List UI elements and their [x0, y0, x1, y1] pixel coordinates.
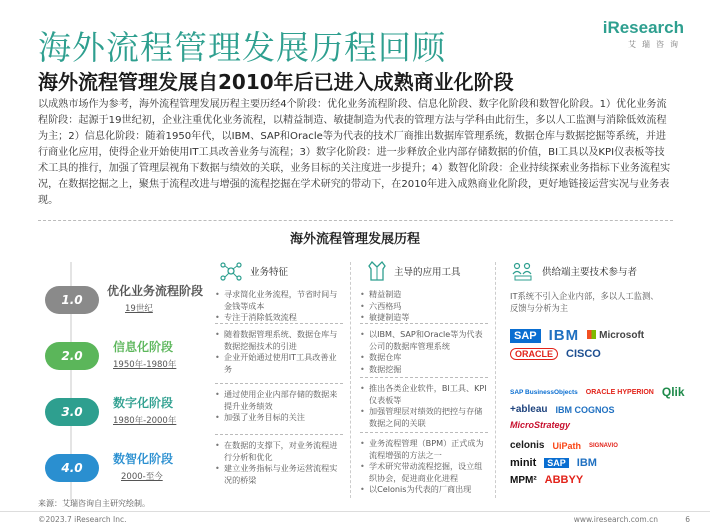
vendors-header-label: 供给端主要技术参与者	[542, 267, 638, 278]
list-item: • 以IBM、SAP和Oracle等为代表公司的数据库管理系统	[360, 329, 488, 352]
list-item: • 业务流程管理（BPM）正式成为流程增强的方法之一	[360, 438, 488, 461]
brand-logo	[603, 18, 684, 50]
stage-period: 19世纪	[125, 304, 153, 314]
cisco-logo: CISCO	[566, 348, 601, 360]
tools-2	[360, 323, 488, 375]
list-item: • 随着数据管理系统、数据仓库与数据挖掘技术的引进	[215, 329, 343, 352]
celonis-logo: celonis	[510, 440, 545, 451]
list-item: • 专注于消除低效流程	[215, 312, 343, 324]
sap-logo: SAP	[544, 458, 569, 468]
tools-4	[360, 432, 488, 496]
stage-badge: 2.0	[45, 342, 99, 370]
brand-name: iResearch	[602, 18, 684, 37]
stage-badge: 1.0	[45, 286, 99, 314]
list-item: • 通过使用企业内部存储的数据来提升业务绩效	[215, 389, 343, 412]
list-item: • 以Celonis为代表的厂商出现	[360, 484, 488, 496]
list-item: • 在数据的支撑下，对业务流程进行分析和优化	[215, 440, 343, 463]
section-title: 海外流程管理发展历程	[289, 232, 420, 247]
vendor-logos-row	[510, 420, 570, 430]
stage-2	[45, 336, 195, 376]
tools-header	[368, 260, 461, 282]
vendor-logos-row	[510, 474, 583, 486]
intro-paragraph: 以成熟市场作为参考，海外流程管理发展历程主要历经4个阶段：优化业务流程阶段、信息化阶段、数字化阶段和数智化阶段。1）优化业务流程阶段：起源于19世纪初，企业注重优化业务流程，以精益制造、敏捷制造为代表的管理方法与学科由此衍生，多以人工监测与消除低效流程为主；2）信息化阶段：随着1950年代，以IBM、SAP和Oracle等为代表的技术厂商推出数据库管理系统，数据仓库与数据挖掘等系统，并进行商业化应用，使得企业开始使用IT工具改善业务与流程；3）数字化阶段：进一步释放企业内部存储数据的价值，BI工具以及KPI仪表板等技术工具的推行，加强了管理层视角下数据与绩效的关联，业务目标的关注度进一步提升；4）数智化阶段：企业持续探索业务指标下业务流程实况，在数据挖掘之上，聚焦于流程改进与增强的流程挖掘在学术研究的带动下，在2010年进入成熟商业化阶段，更好地链接运营实况与业务表现。	[38, 99, 671, 206]
stage-period: 2000-至今	[121, 472, 163, 482]
website-url: www.iresearch.com.cn	[573, 515, 658, 524]
stage-name: 数智化阶段	[113, 452, 174, 466]
list-item: • 企业开始通过使用IT工具改善业务	[215, 352, 343, 375]
ibm-logo: IBM	[548, 327, 580, 344]
signavio-logo: SIGNAVIO	[588, 442, 618, 449]
stage-3	[45, 392, 195, 432]
tools-3	[360, 377, 488, 429]
column-divider	[350, 262, 351, 498]
features-header	[220, 260, 288, 282]
list-item: • 加强管理层对绩效的把控与存储数据之间的关联	[360, 406, 488, 429]
mpm-logo: MPM²	[510, 474, 537, 486]
team-icon	[512, 261, 534, 281]
list-item: • 寻求简化业务流程，节省时间与金钱等成本	[215, 289, 343, 312]
microsoft-label: Microsoft	[599, 330, 645, 341]
stage-4	[45, 448, 195, 488]
list-item: • 数据挖掘	[360, 364, 488, 376]
column-divider	[495, 262, 496, 498]
list-item: • 六西格玛	[360, 301, 488, 313]
vendors-header	[512, 260, 637, 282]
list-item: • 加强了业务目标的关注	[215, 412, 343, 424]
divider	[38, 220, 673, 221]
tools-1	[360, 284, 488, 324]
source-note: 来源：艾瑞咨询自主研究绘制。	[38, 499, 150, 508]
vendor-logos-row	[510, 327, 644, 344]
vendor-logos-row	[510, 440, 618, 451]
features-2	[215, 323, 343, 375]
list-item: • 建立业务指标与业务运营流程实况的桥梁	[215, 463, 343, 486]
features-3	[215, 383, 343, 424]
ibm-logo: IBM	[576, 457, 597, 469]
vendor-logos-row	[510, 457, 597, 469]
stage-name: 信息化阶段	[113, 340, 174, 354]
footer-divider	[0, 511, 710, 512]
features-4	[215, 434, 343, 486]
network-icon	[220, 261, 242, 281]
microstrategy-logo: MicroStrategy	[510, 420, 571, 430]
tableau-logo: +ableau	[510, 404, 548, 415]
qlik-logo: Qlik	[661, 385, 685, 399]
list-item: • 推出各类企业软件，BI工具、KPI仪表板等	[360, 383, 488, 406]
features-header-label: 业务特征	[250, 267, 289, 278]
vest-icon	[368, 261, 386, 281]
list-item: • 学术研究带动流程挖掘，设立组织协会，促进商业化进程	[360, 461, 488, 484]
stage-name: 数字化阶段	[113, 396, 174, 410]
page-number: 6	[685, 515, 690, 524]
vendor-logos-row	[510, 385, 685, 399]
sap-businessobjects-logo: SAP BusinessObjects	[510, 388, 578, 396]
stage-period: 1950年-1980年	[113, 360, 177, 370]
stage-period: 1980年-2000年	[113, 416, 177, 426]
ibm-cognos-logo: IBM COGNOS	[555, 404, 615, 415]
features-1	[215, 284, 343, 324]
microsoft-logo	[587, 330, 644, 341]
stage-badge: 3.0	[45, 398, 99, 426]
list-item: • 精益制造	[360, 289, 488, 301]
vendor-logos-row	[510, 404, 615, 415]
tools-header-label: 主导的应用工具	[394, 267, 461, 278]
page-title: 海外流程管理发展历程回顾	[38, 28, 446, 67]
oracle-logo: ORACLE	[510, 348, 558, 360]
uipath-logo: UiPath	[552, 440, 581, 451]
list-item: • 敏捷制造等	[360, 312, 488, 324]
vendor-description: IT系统不引入企业内部，多以人工监测、反馈与分析为主	[510, 291, 659, 313]
abbyy-logo: ABBYY	[544, 474, 584, 486]
sap-logo: SAP	[510, 329, 541, 343]
vendor-logos-row	[510, 348, 601, 360]
oracle-hyperion-logo: ORACLE HYPERION	[585, 388, 654, 396]
stage-badge: 4.0	[45, 454, 99, 482]
copyright: ©2023.7 iResearch Inc.	[38, 515, 127, 524]
page-subtitle: 海外流程管理发展自2010年后已进入成熟商业化阶段	[38, 70, 514, 94]
minit-logo: minit	[510, 457, 537, 469]
brand-subtitle: 艾瑞咨询	[628, 40, 684, 49]
stage-name: 优化业务流程阶段	[107, 284, 204, 298]
stage-1	[45, 280, 204, 320]
list-item: • 数据仓库	[360, 352, 488, 364]
